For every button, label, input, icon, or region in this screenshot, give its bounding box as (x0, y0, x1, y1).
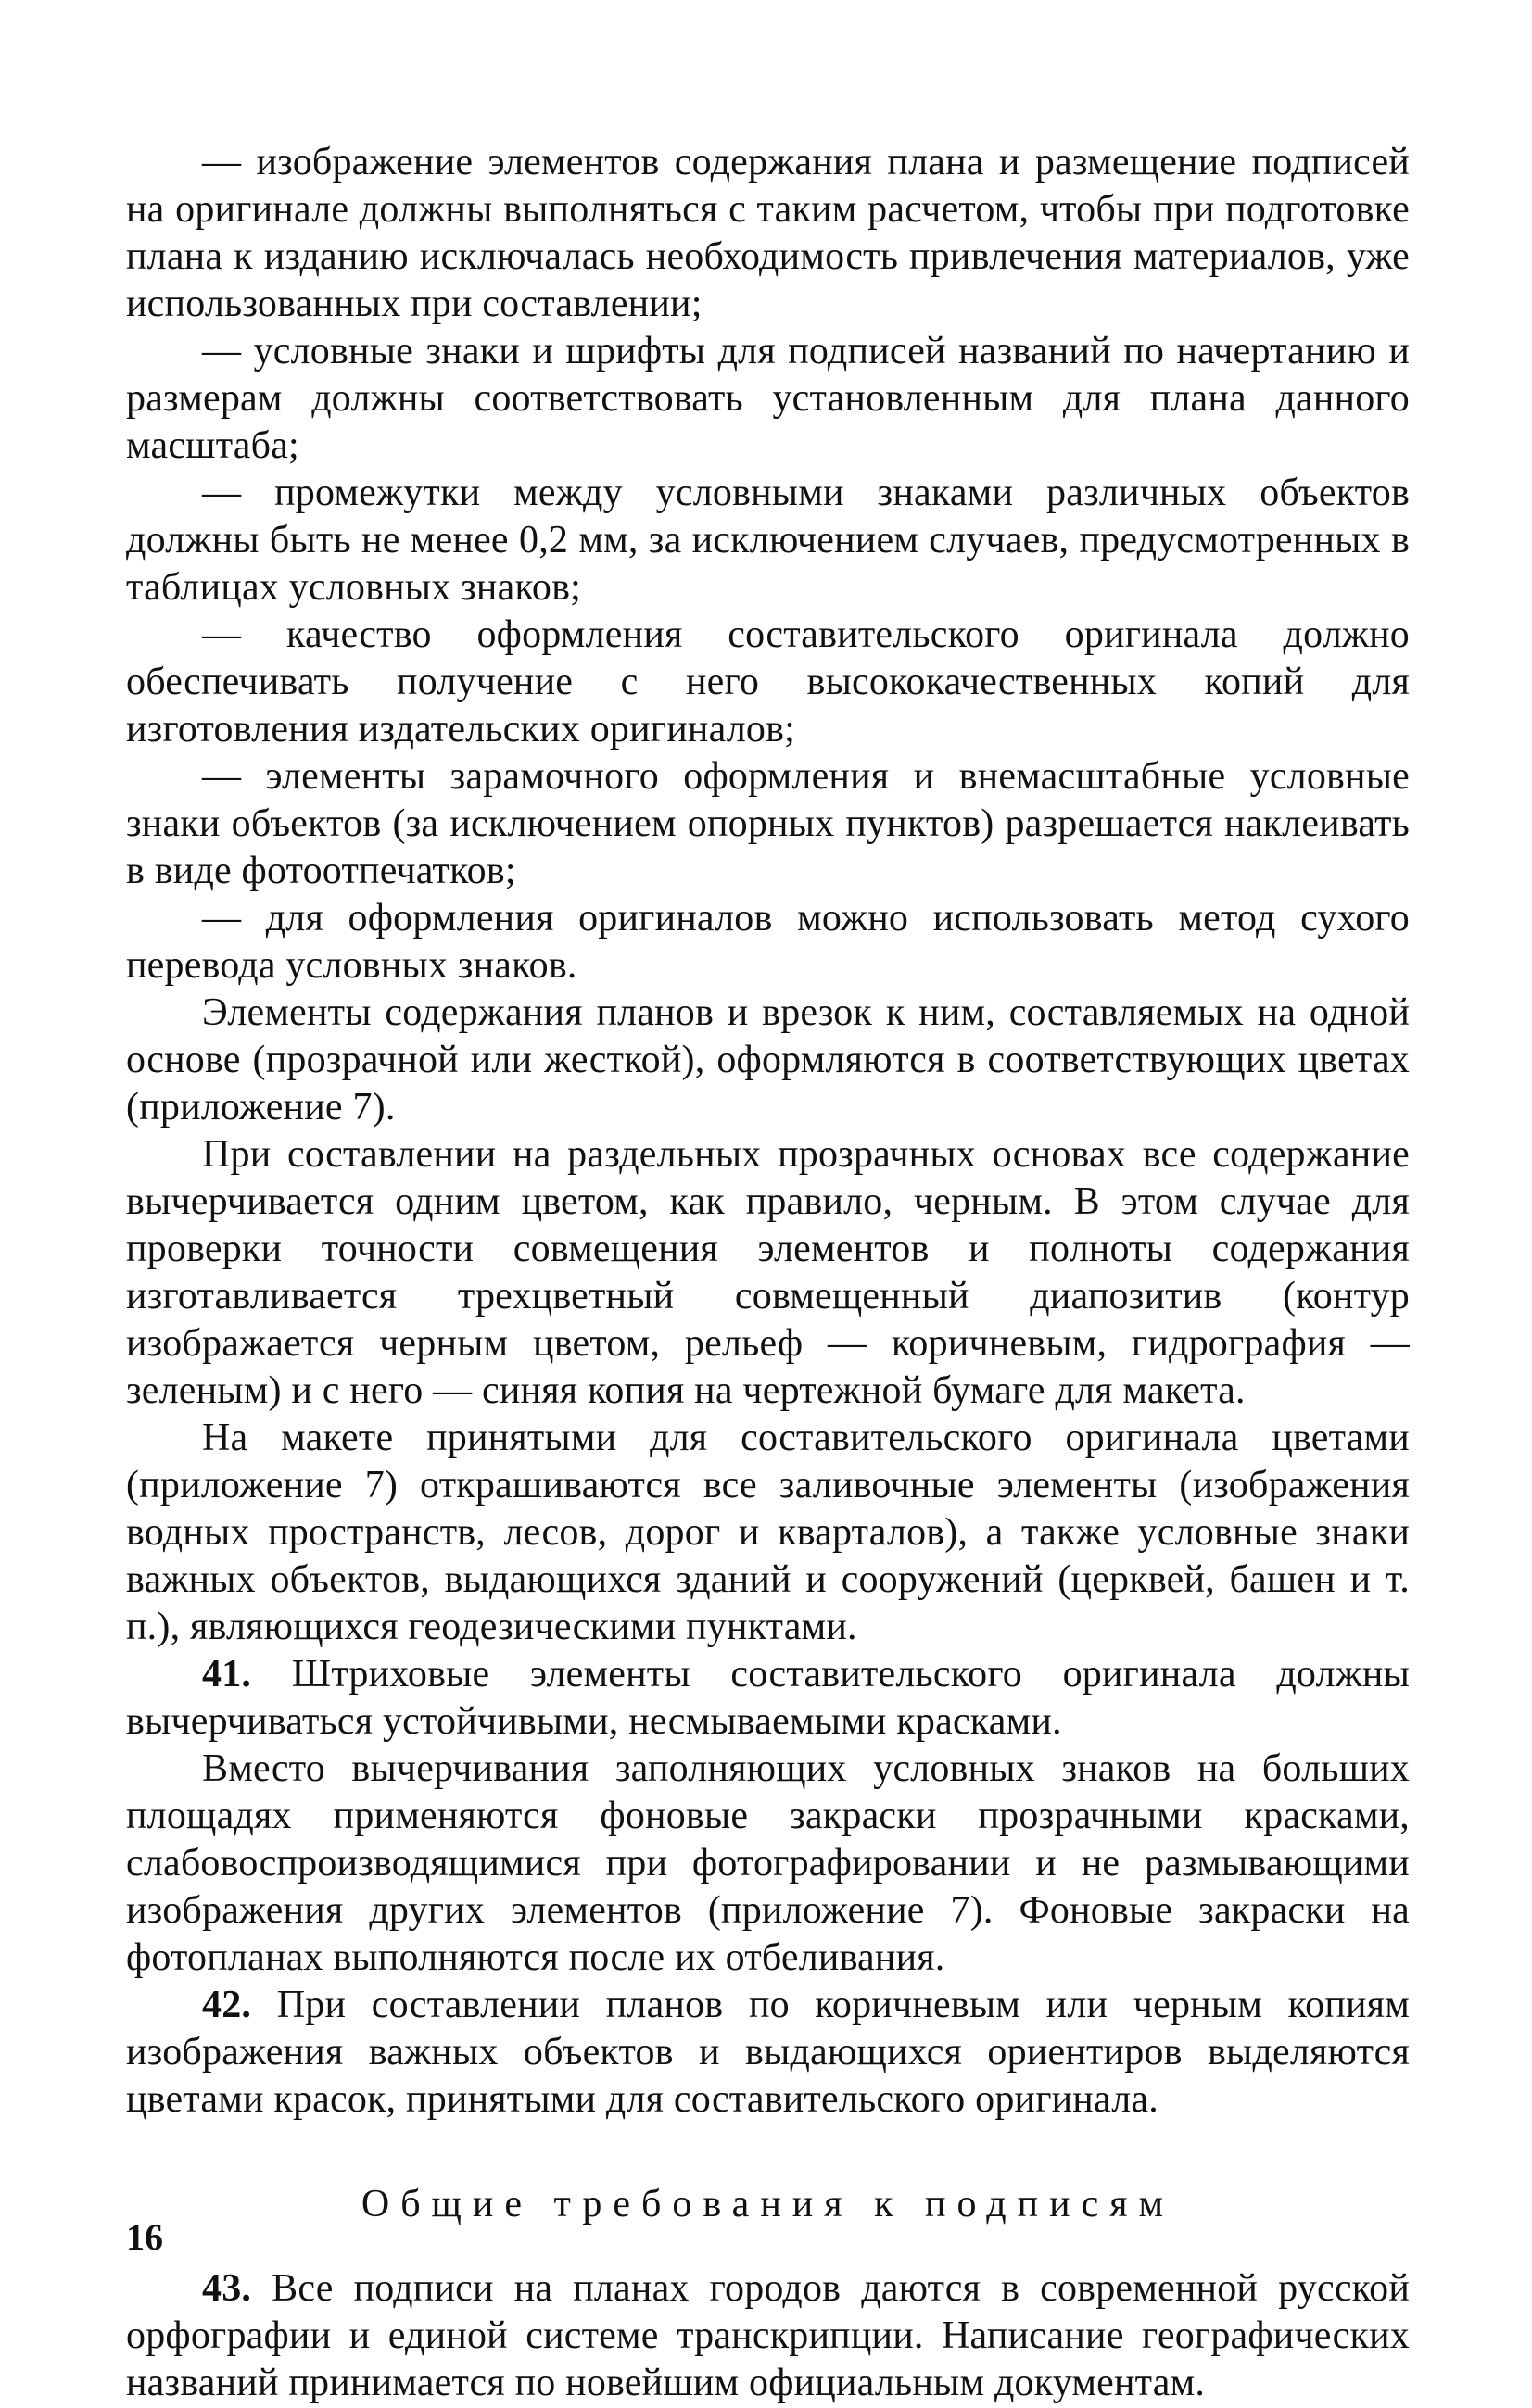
item-41-text: Штриховые элементы составительского оригинала должны вычерчиваться устойчивыми, несмываемыми красками. (126, 1653, 1411, 1743)
paragraph-6: — для оформления оригиналов можно использовать метод сухого перевода условных знаков. (126, 897, 1410, 987)
item-43 (126, 2265, 1410, 2407)
item-42-text: При составлении планов по коричневым или черным копиям изображения важных объектов и выдающихся ориентиров выделяются цветами красок, принятыми для составительского оригинала. (126, 1984, 1410, 2121)
paragraph-3: — промежутки между условными знаками различных объектов должны быть не менее 0,2 мм, за исключением случаев, предусмотренных в таблицах условных знаков; (126, 472, 1410, 609)
item-42 (126, 1982, 1410, 2124)
item-43-text: Все подписи на планах городов даются в современной русской орфографии и единой системе транскрипции. Написание географических названий принимается по новейшим официальным документам. (126, 2267, 1411, 2404)
paragraph-4: — качество оформления составительского оригинала должно обеспечивать получение с него высококачественных копий для изготовления издательских оригиналов; (126, 613, 1410, 750)
paragraph-1: — изображение элементов содержания плана и размещение подписей на оригинале должны выполняться с таким расчетом, чтобы при подготовке плана к изданию исключалась необходимость привлечения материалов, уже использованных при составлении; (126, 141, 1410, 325)
item-43-number: 43. (202, 2267, 252, 2310)
item-41-number: 41. (202, 1653, 252, 1696)
item-42-number: 42. (202, 1984, 252, 2026)
section-heading: Общие требования к подписям (361, 2183, 1175, 2225)
body-text (126, 139, 1410, 2407)
item-41 (126, 1651, 1410, 1746)
item-41-continuation: Вместо вычерчивания заполняющих условных знаков на больших площадях применяются фоновые закраски прозрачными красками, слабовоспроизводящимися при фотографировании и не размывающими изображения других элементов (приложение 7). Фоновые закраски на фотопланах выполняются после их отбеливания. (126, 1747, 1410, 1979)
paragraph-2: — условные знаки и шрифты для подписей названий по начертанию и размерам должны соответствовать установленным для плана данного масштаба; (126, 330, 1410, 467)
paragraph-5: — элементы зарамочного оформления и внемасштабные условные знаки объектов (за исключением опорных пунктов) разрешается наклеивать в виде фотоотпечатков; (126, 755, 1410, 892)
paragraph-7: Элементы содержания планов и врезок к ним, составляемых на одной основе (прозрачной или жесткой), оформляются в соответствующих цветах (приложение 7). (126, 991, 1410, 1128)
page-number: 16 (126, 2216, 163, 2258)
paragraph-8: При составлении на раздельных прозрачных основах все содержание вычерчивается одним цветом, как правило, черным. В этом случае для проверки точности совмещения элементов и полноты содержания изготавливается трехцветный совмещенный диапозитив (контур изображается черным цветом, рельеф — коричневым, гидрография — зеленым) и с него — синяя копия на чертежной бумаге для макета. (126, 1133, 1410, 1412)
paragraph-9: На макете принятыми для составительского оригинала цветами (приложение 7) открашиваются все заливочные элементы (изображения водных пространств, лесов, дорог и кварталов), а также условные знаки важных объектов, выдающихся зданий и сооружений (церквей, башен и т. п.), являющихся геодезическими пунктами. (126, 1417, 1410, 1648)
